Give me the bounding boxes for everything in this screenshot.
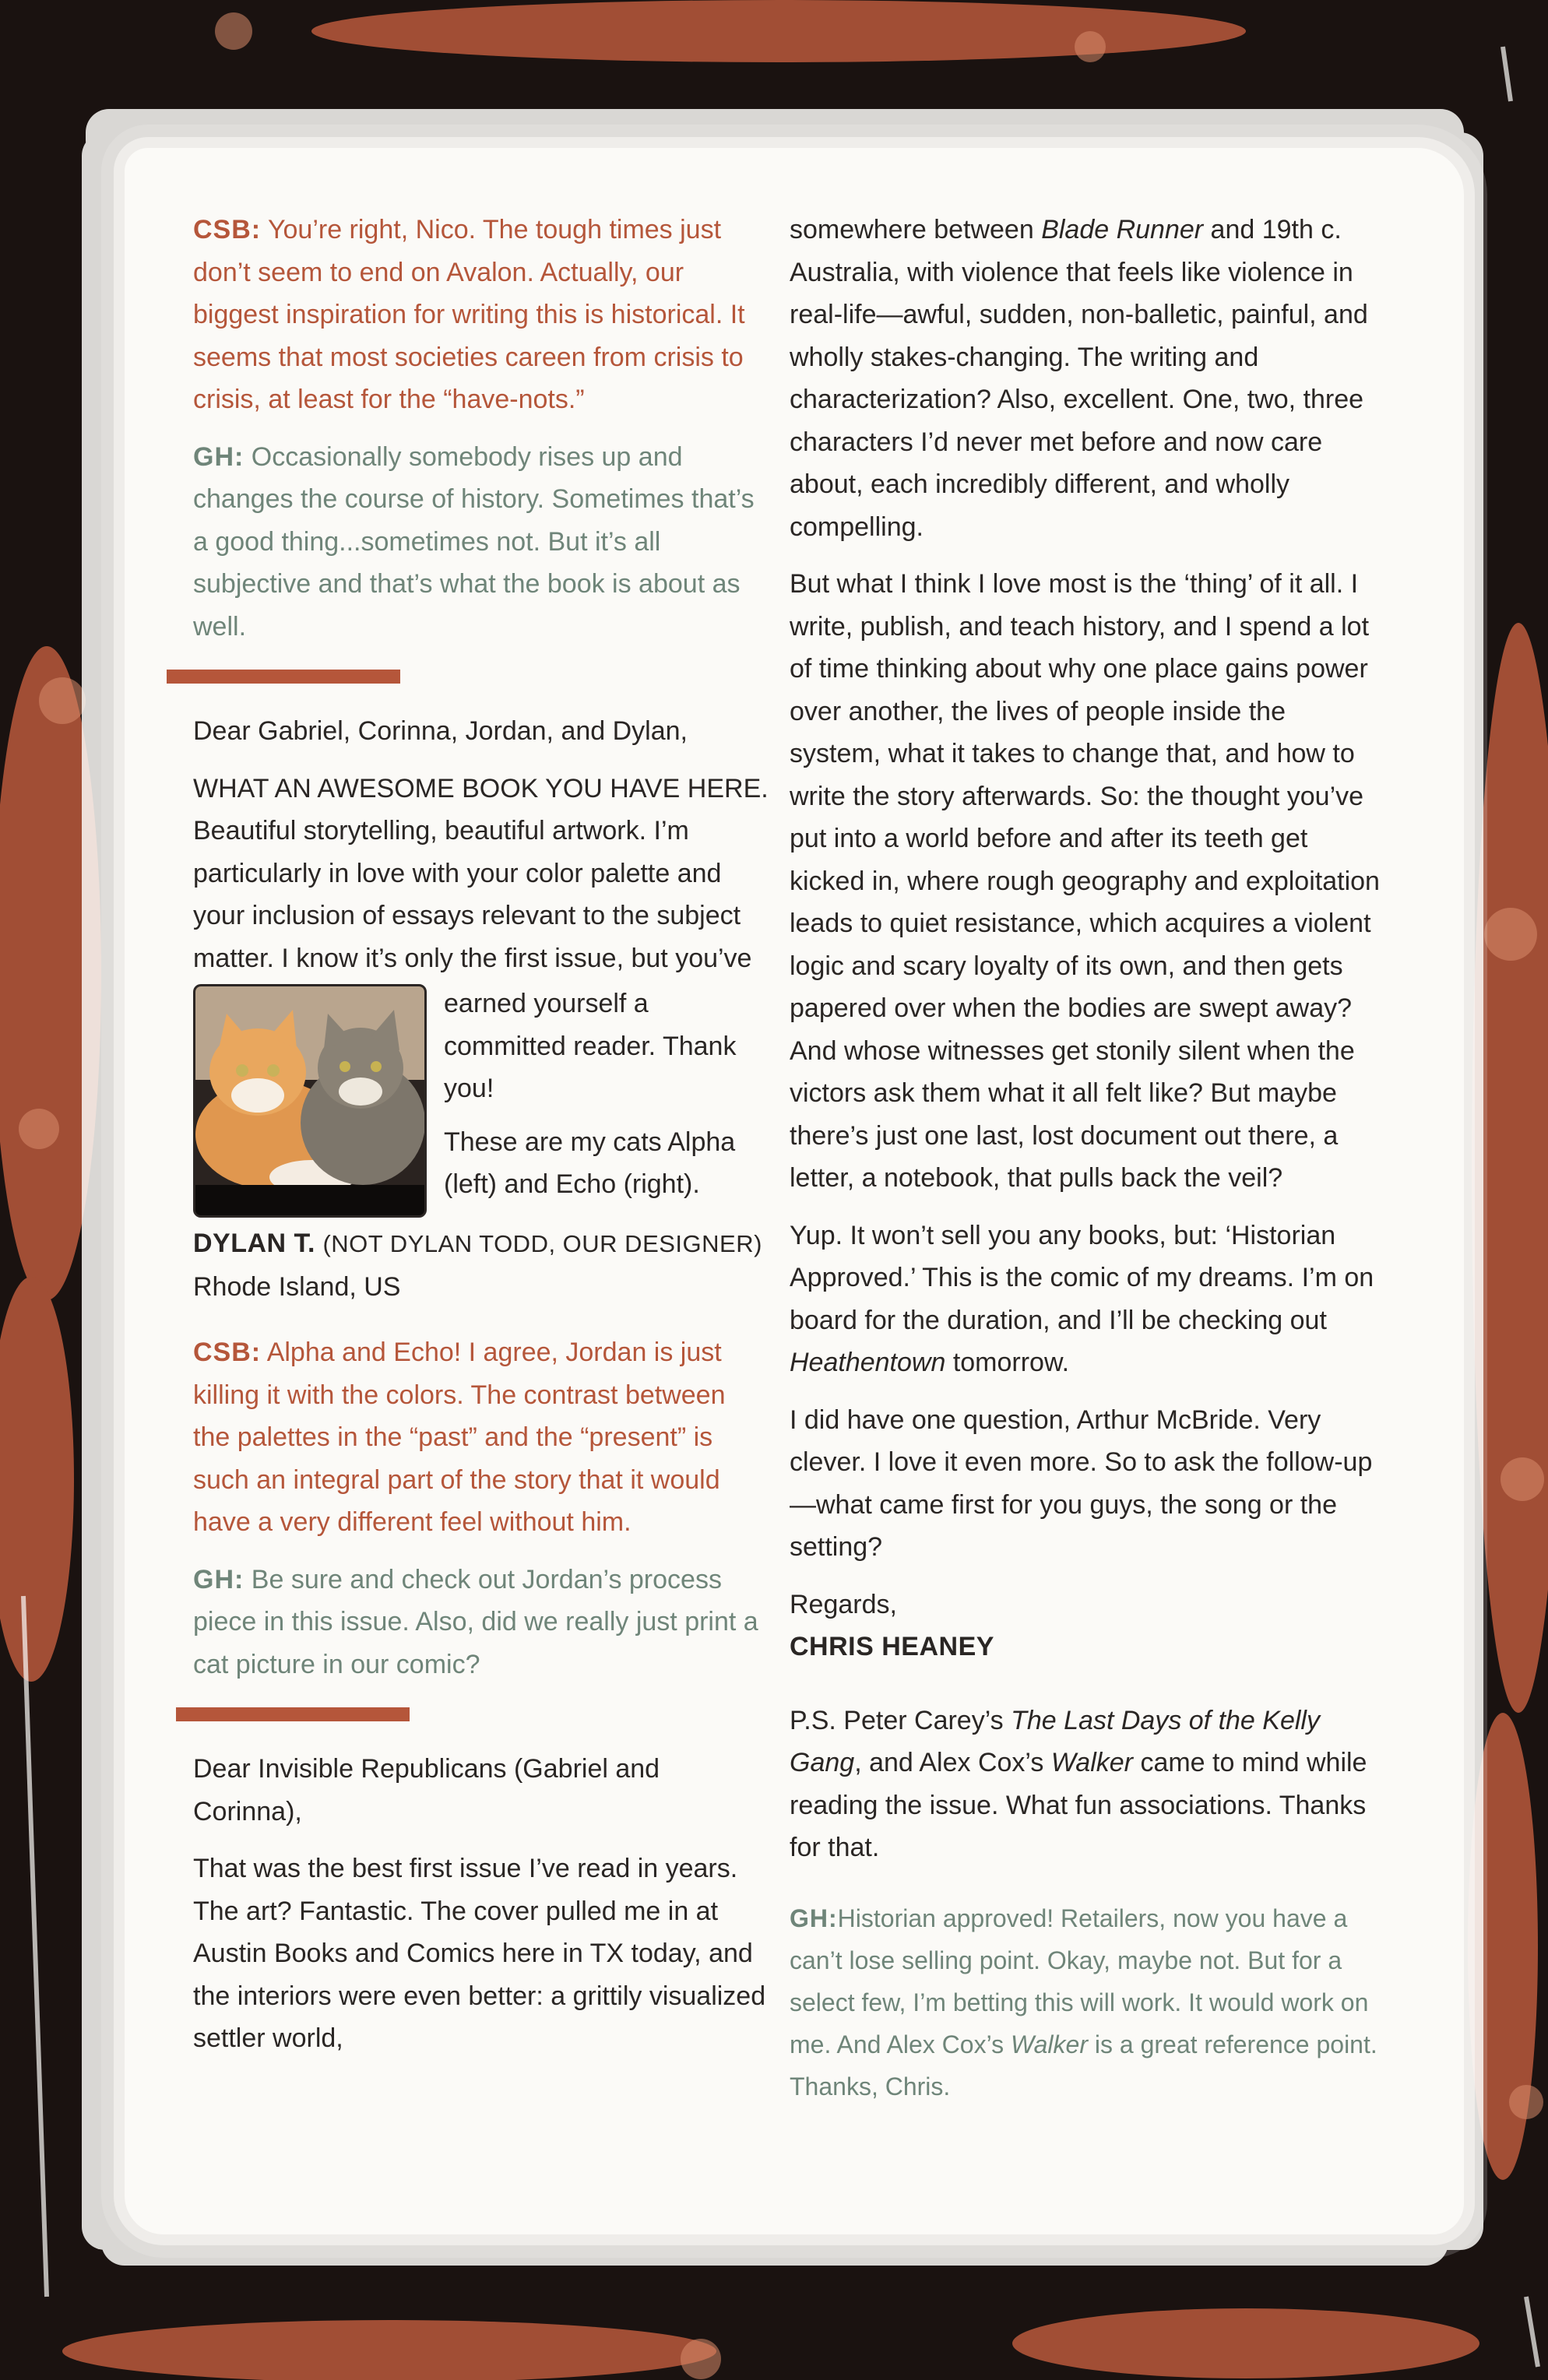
gh-reply-2	[193, 1559, 769, 1686]
letter-postscript	[790, 1700, 1381, 1869]
text-run: , and Alex Cox’s	[854, 1748, 1051, 1777]
csb-label: CSB:	[193, 1338, 262, 1367]
csb-reply-1	[193, 209, 769, 421]
cats-caption: These are my cats Alpha (left) and Echo (right).	[444, 1127, 736, 1199]
comic-title: Heathentown	[790, 1348, 946, 1377]
cat-caption	[444, 983, 769, 1218]
film-title: Blade Runner	[1041, 215, 1204, 244]
gh-reply-3	[790, 1897, 1381, 2108]
signature-name: DYLAN T.	[193, 1229, 315, 1258]
left-column	[193, 209, 769, 2075]
gh-reply-text: Historian approved! Retailers, now you have a can’t lose selling point. Okay, maybe not. But for a select few, I’m betting this will work. It would work on me. And Alex Cox’s	[790, 1904, 1369, 2058]
letter-closing	[790, 1584, 1381, 1668]
gh-label: GH:	[790, 1904, 838, 1932]
text-run: somewhere between	[790, 215, 1042, 244]
letter-salutation: Dear Gabriel, Corinna, Jordan, and Dylan,	[193, 716, 688, 746]
csb-reply-2	[193, 1331, 769, 1544]
letter-signature	[193, 1222, 769, 1308]
text-run: and 19th c. Australia, with violence that feels like violence in real-life—awful, sudden, non-balletic, painful, and wholly stakes-changing. The writing and characterization? Also, excellent. One, two, three characters I’d never met before and now care about, each incredibly different, and wholly compelling.	[790, 215, 1368, 542]
gh-reply-text: is a great reference point. Thanks, Chris.	[790, 2030, 1377, 2101]
letter-paragraph	[790, 209, 1381, 548]
signature-place: Rhode Island, US	[193, 1271, 401, 1302]
closing-regards: Regards,	[790, 1589, 897, 1619]
film-title: Walker	[1011, 2030, 1088, 2058]
text-run: came to mind while reading the issue. What fun associations. Thanks for that.	[790, 1748, 1367, 1862]
gh-reply-text: Be sure and check out Jordan’s process piece in this issue. Also, did we really just print a cat picture in our comic?	[193, 1564, 758, 1679]
gh-label: GH:	[193, 1564, 245, 1594]
text-run: P.S. Peter Carey’s	[790, 1705, 1011, 1735]
gh-reply-text: Occasionally somebody rises up and changes the course of history. Sometimes that’s a good thing...sometimes not. But it’s all subjective and that’s what the book is about as well.	[193, 441, 755, 642]
film-title: The Last Days of the Kelly Gang	[790, 1705, 1320, 1777]
gh-label: GH:	[193, 441, 245, 472]
letter-paragraph	[790, 1215, 1381, 1384]
signature-note: (NOT DYLAN TODD, OUR DESIGNER)	[322, 1230, 762, 1257]
csb-label: CSB:	[193, 215, 262, 244]
right-column	[790, 209, 1381, 2122]
letter-body-cont: earned yourself a committed reader. Thank you!	[444, 989, 737, 1103]
cat-photo	[193, 984, 427, 1218]
letter-paragraph: I did have one question, Arthur McBride. Very clever. I love it even more. So to ask the follow-up—what came first for you guys, the song or the setting?	[790, 1404, 1373, 1562]
csb-reply-text: You’re right, Nico. The tough times just don’t seem to end on Avalon. Actually, our biggest inspiration for writing this is historical. It seems that most societies careen from crisis to crisis, at least for the “have-nots.”	[193, 215, 745, 414]
signature-name: CHRIS HEANEY	[790, 1632, 994, 1661]
cat-photo-block	[193, 983, 769, 1218]
csb-reply-text: Alpha and Echo! I agree, Jordan is just killing it with the colors. The contrast between the palettes in the “past” and the “present” is such an integral part of the story that it would have a very different feel without him.	[193, 1338, 726, 1537]
cats-illustration	[195, 986, 424, 1215]
letter-body: WHAT AN AWESOME BOOK YOU HAVE HERE. Beautiful storytelling, beautiful artwork. I’m particularly in love with your color palette and your inclusion of essays relevant to the subject matter. I know it’s only the first issue, but you’ve	[193, 773, 769, 973]
film-title: Walker	[1050, 1748, 1133, 1777]
text-run: Yup. It won’t sell you any books, but: ‘Historian Approved.’ This is the comic of my dreams. I’m on board for the duration, and I’ll be checking out	[790, 1220, 1374, 1335]
letter-body: That was the best first issue I’ve read in years. The art? Fantastic. The cover pulled me in at Austin Books and Comics here in TX today, and the interiors were even better: a grittily visualized settler world,	[193, 1854, 766, 2053]
section-divider	[167, 670, 400, 684]
gh-reply-1	[193, 436, 769, 649]
text-run: tomorrow.	[945, 1348, 1070, 1377]
section-divider	[176, 1707, 410, 1721]
letter-paragraph: But what I think I love most is the ‘thing’ of it all. I write, publish, and teach history, and I spend a lot of time thinking about why one place gains power over another, the lives of people inside the system, what it takes to change that, and how to write the story afterwards. So: the thought you’ve put into a world before and after its teeth get kicked in, where rough geography and exploitation leads to quiet resistance, which acquires a violent logic and scary loyalty of its own, and then gets papered over when the bodies are swept away? And whose witnesses get stonily silent when the victors ask them what it all felt like? But maybe there’s just one last, lost document out there, a letter, a notebook, that pulls back the veil?	[790, 569, 1380, 1193]
letter-salutation: Dear Invisible Republicans (Gabriel and Corinna),	[193, 1754, 660, 1826]
